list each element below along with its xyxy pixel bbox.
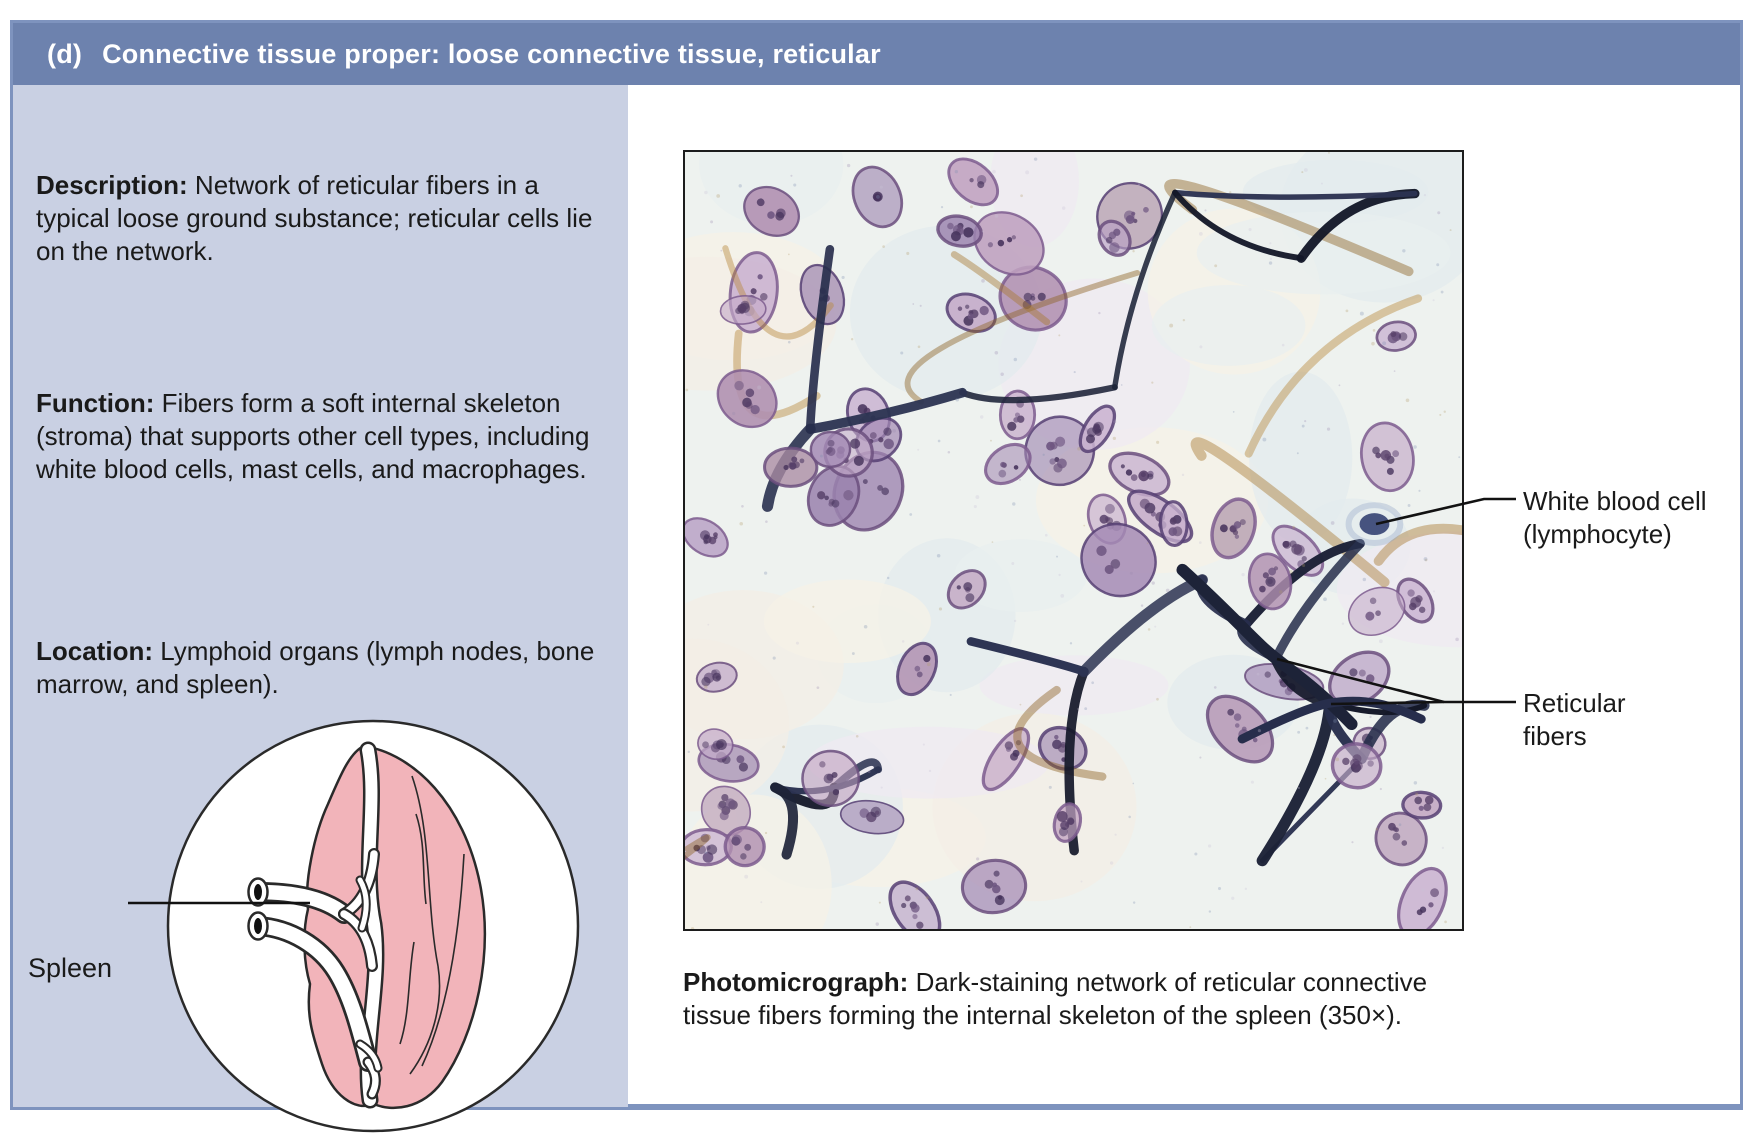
location-text: Lymphoid organs (lymph nodes, bone marrow, and spleen). <box>36 636 595 699</box>
annotation-fibers-label <box>1523 687 1626 753</box>
caption-text: Dark-staining network of reticular connective tissue fibers forming the internal skeleton of the spleen (350×). <box>683 967 1428 1030</box>
figure-header <box>13 23 1740 85</box>
organ-label: Spleen <box>28 953 113 983</box>
description-label: Description: <box>36 170 188 200</box>
function-paragraph <box>36 387 602 486</box>
wbc-label-line1: White blood cell <box>1523 486 1707 516</box>
location-label: Location: <box>36 636 153 666</box>
photomicrograph-image <box>685 152 1462 929</box>
spleen-illustration <box>164 714 582 1138</box>
fibers-label-line1: Reticular <box>1523 688 1626 718</box>
description-text: Network of reticular fibers in a typical loose ground substance; reticular cells lie on the network. <box>36 170 593 266</box>
function-text: Fibers form a soft internal skeleton (stroma) that supports other cell types, including white blood cells, mast cells, and macrophages. <box>36 388 590 484</box>
photomicrograph-frame <box>683 150 1464 931</box>
description-paragraph <box>36 169 602 268</box>
location-paragraph <box>36 635 602 701</box>
caption-paragraph <box>683 966 1449 1032</box>
panel-letter-label: (d) <box>47 38 83 69</box>
fibers-label-line2: fibers <box>1523 721 1587 751</box>
info-panel <box>13 85 628 1107</box>
figure-panel-d <box>10 20 1743 1110</box>
function-label: Function: <box>36 388 155 418</box>
figure-title: Connective tissue proper: loose connective tissue, reticular <box>102 38 881 69</box>
annotation-wbc-label <box>1523 485 1707 551</box>
caption-label: Photomicrograph: <box>683 967 909 997</box>
wbc-label-line2: (lymphocyte) <box>1523 519 1672 549</box>
